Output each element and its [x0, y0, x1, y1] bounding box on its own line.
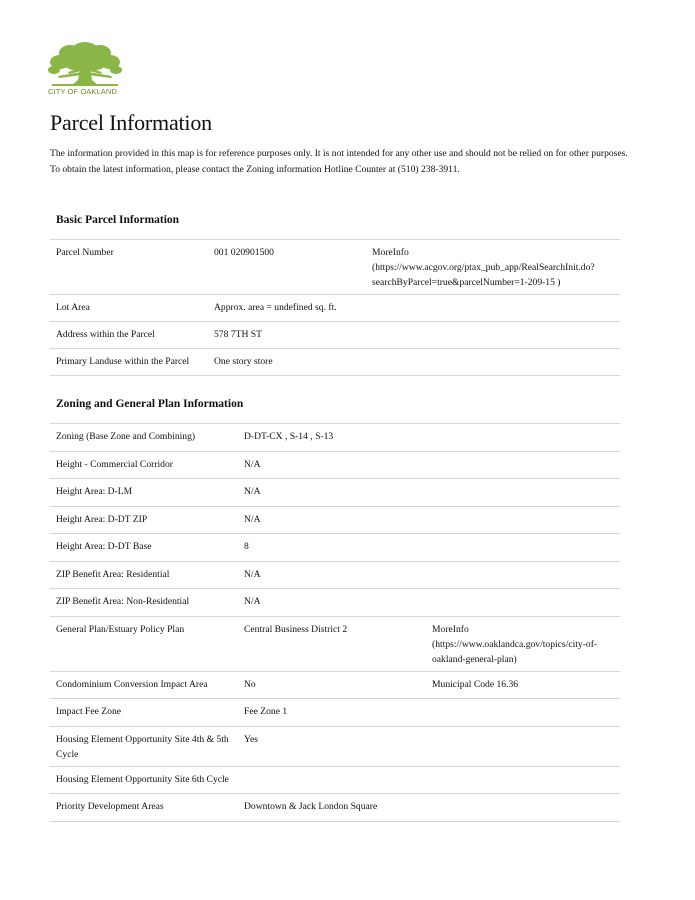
section-heading: Zoning and General Plan Information	[56, 398, 244, 410]
row-value	[238, 772, 426, 790]
table-row	[50, 240, 620, 295]
row-label: Priority Development Areas	[56, 801, 164, 812]
table-row	[50, 295, 620, 322]
zoning-section	[50, 397, 620, 822]
row-more-info	[426, 512, 620, 530]
row-label: Zoning (Base Zone and Combining)	[56, 431, 196, 442]
row-label: Housing Element Opportunity Site 6th Cycle	[56, 773, 229, 785]
row-label: ZIP Benefit Area: Residential	[56, 568, 170, 580]
row-more-info	[426, 732, 620, 762]
page-title: Parcel Information	[50, 110, 212, 135]
row-value: N/A	[244, 513, 261, 525]
table-row	[50, 589, 620, 617]
row-more-info[interactable]: MoreInfo (https://www.acgov.org/ptax_pub_app/RealSearchInit.do?searchByParcel=true&parcelNumber=1-209-15 )	[372, 247, 595, 288]
row-label: Height Area: D-LM	[56, 486, 133, 497]
row-value: Downtown & Jack London Square	[244, 801, 378, 812]
row-value: N/A	[244, 568, 261, 580]
row-value: 578 7TH ST	[214, 329, 262, 340]
table-row	[50, 672, 620, 700]
intro-text	[50, 146, 630, 178]
row-value: Central Business District 2	[244, 623, 348, 635]
row-label: Impact Fee Zone	[56, 706, 121, 717]
row-label: ZIP Benefit Area: Non-Residential	[56, 596, 190, 607]
row-more-info	[426, 484, 620, 502]
section-heading: Basic Parcel Information	[56, 214, 180, 226]
table-row	[50, 617, 620, 672]
table-row	[50, 794, 620, 822]
row-more-info	[426, 704, 620, 722]
row-more-info	[366, 327, 620, 344]
row-more-info	[426, 594, 620, 612]
row-label: Lot Area	[56, 302, 90, 313]
basic-parcel-table	[50, 239, 620, 376]
row-more-info	[426, 539, 620, 557]
zoning-table	[50, 423, 620, 822]
table-row	[50, 534, 620, 562]
row-more-info	[426, 429, 620, 447]
row-value: One story store	[214, 356, 273, 367]
row-label: Height Area: D-DT Base	[56, 541, 152, 552]
row-label: Primary Landuse within the Parcel	[56, 356, 190, 367]
row-value: D-DT-CX , S-14 , S-13	[244, 431, 334, 442]
table-row	[50, 322, 620, 349]
row-value: No	[244, 678, 256, 690]
table-row	[50, 727, 620, 767]
table-row	[50, 349, 620, 376]
table-row	[50, 562, 620, 590]
row-more-info	[426, 567, 620, 585]
row-value: N/A	[244, 596, 261, 607]
logo-text: CITY OF OAKLAND	[48, 87, 117, 96]
disclaimer-text: The information provided in this map is for reference purposes only. It is not intended for any other use and should not be relied on for other purposes.	[50, 148, 628, 159]
table-row	[50, 479, 620, 507]
row-label: Height - Commercial Corridor	[56, 458, 173, 470]
row-more-info[interactable]: Municipal Code 16.36	[432, 678, 519, 690]
row-more-info	[366, 354, 620, 371]
row-value: N/A	[244, 458, 261, 470]
row-more-info	[426, 457, 620, 475]
hotline-text: To obtain the latest information, please contact the Zoning information Hotline Counter at (510) 238-3911.	[50, 164, 460, 175]
row-more-info[interactable]: MoreInfo (https://www.oaklandca.gov/topics/city-of-oakland-general-plan)	[432, 623, 598, 665]
row-value: 001 020901500	[214, 247, 274, 258]
row-value: Fee Zone 1	[244, 706, 288, 717]
row-label: Housing Element Opportunity Site 4th & 5th Cycle	[56, 733, 229, 760]
oak-tree-icon	[48, 38, 122, 86]
table-row	[50, 424, 620, 452]
table-row	[50, 767, 620, 795]
row-label: Address within the Parcel	[56, 329, 155, 340]
row-more-info	[426, 772, 620, 790]
row-value: Approx. area = undefined sq. ft.	[214, 302, 337, 313]
row-label: Parcel Number	[56, 247, 114, 258]
table-row	[50, 452, 620, 480]
row-label: General Plan/Estuary Policy Plan	[56, 623, 185, 635]
city-of-oakland-logo	[48, 38, 128, 96]
row-value: 8	[244, 541, 249, 552]
table-row	[50, 507, 620, 535]
basic-parcel-section	[50, 213, 620, 376]
row-label: Condominium Conversion Impact Area	[56, 678, 208, 690]
row-label: Height Area: D-DT ZIP	[56, 513, 148, 525]
row-value: N/A	[244, 486, 261, 497]
row-value: Yes	[244, 733, 258, 745]
table-row	[50, 699, 620, 727]
row-more-info	[426, 799, 620, 817]
row-more-info	[366, 300, 620, 317]
